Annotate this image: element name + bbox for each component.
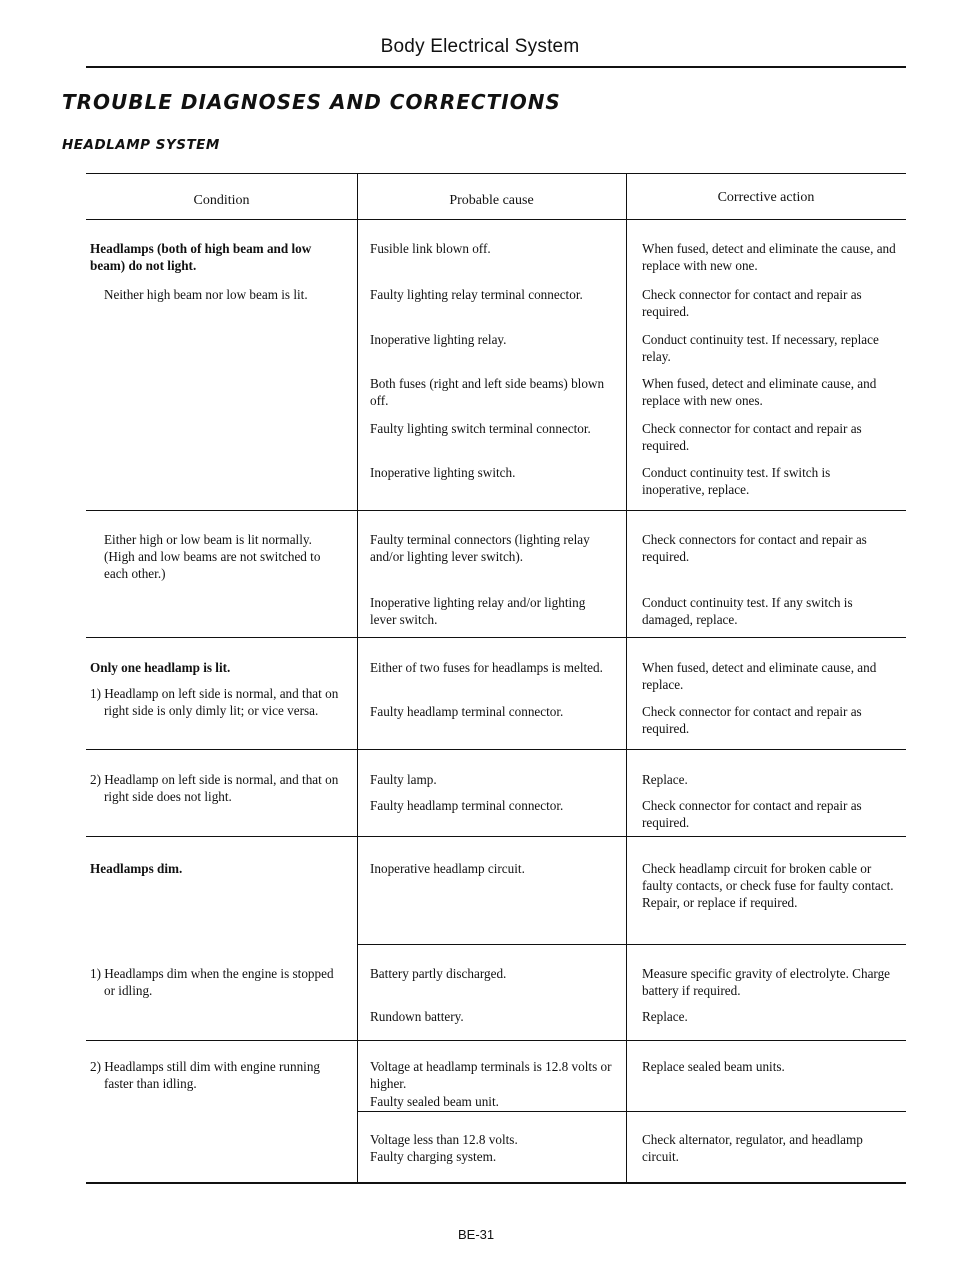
cause-text: Faulty sealed beam unit. [370,1094,499,1109]
action-text: When fused, detect and eliminate cause, and replace with new ones. [642,376,877,408]
cause-text: Faulty terminal connectors (lighting relay and/or lighting lever switch). [370,532,590,564]
condition-text: 1) Headlamp on left side is normal, and that on right side is only dimly lit; or vice versa. [90,686,339,718]
column-divider [626,174,627,1182]
row-rule [86,749,906,750]
action-text: Conduct continuity test. If switch is inoperative, replace. [642,465,831,497]
action-text: Check connectors for contact and repair as required. [642,532,867,564]
row-rule [357,1111,906,1112]
cause-text: Faulty lighting relay terminal connector. [370,287,583,302]
cause-text: Faulty lamp. [370,772,437,787]
cause-text: Both fuses (right and left side beams) blown off. [370,376,605,408]
condition-text: 1) Headlamps dim when the engine is stopped or idling. [90,966,334,998]
action-text: Replace. [642,1009,688,1024]
cause-text: Faulty headlamp terminal connector. [370,704,564,719]
action-text: Check headlamp circuit for broken cable or faulty contacts, or check fuse for faulty contact. Repair, or replace if required. [642,861,894,910]
table-top-rule [86,173,906,174]
action-text: When fused, detect and eliminate the cause, and replace with new one. [642,241,896,273]
cause-text: Inoperative lighting relay and/or lighting lever switch. [370,595,586,627]
column-divider [357,174,358,1182]
cause-text: Faulty headlamp terminal connector. [370,798,564,813]
header-rule [86,66,906,68]
page-number: BE-31 [458,1227,495,1242]
condition-text: Either high or low beam is lit normally. (High and low beams are not switched to each other.) [104,532,321,581]
row-rule [86,836,906,837]
cause-text: Inoperative lighting switch. [370,465,516,480]
row-rule [86,637,906,638]
cause-text: Inoperative headlamp circuit. [370,861,525,876]
subsection-title: HEADLAMP SYSTEM [62,137,220,153]
condition-heading: Only one headlamp is lit. [90,660,231,675]
cause-text: Fusible link blown off. [370,241,491,256]
action-text: Measure specific gravity of electrolyte. Charge battery if required. [642,966,891,998]
row-rule [357,944,906,945]
action-text: Conduct continuity test. If any switch is damaged, replace. [642,595,853,627]
condition-heading: Headlamps (both of high beam and low beam) do not light. [90,241,312,273]
cause-text: Battery partly discharged. [370,966,507,981]
cause-text: Faulty lighting switch terminal connector. [370,421,591,436]
column-header: Condition [193,193,250,208]
action-text: Check alternator, regulator, and headlamp circuit. [642,1132,863,1164]
table-bottom-rule [86,1182,906,1184]
cause-text: Either of two fuses for headlamps is melted. [370,660,603,675]
action-text: Replace sealed beam units. [642,1059,785,1074]
action-text: Check connector for contact and repair as required. [642,421,862,453]
cause-text: Rundown battery. [370,1009,464,1024]
action-text: Check connector for contact and repair as required. [642,798,862,830]
cause-text: Inoperative lighting relay. [370,332,507,347]
condition-heading: Headlamps dim. [90,861,183,876]
condition-text: Neither high beam nor low beam is lit. [104,287,308,302]
action-text: When fused, detect and eliminate cause, and replace. [642,660,877,692]
running-head: Body Electrical System [380,36,580,57]
row-rule [86,1040,906,1041]
cause-text: Faulty charging system. [370,1149,497,1164]
condition-text: 2) Headlamp on left side is normal, and that on right side does not light. [90,772,339,804]
action-text: Check connector for contact and repair as required. [642,287,862,319]
section-title: TROUBLE DIAGNOSES AND CORRECTIONS [62,90,561,114]
action-text: Check connector for contact and repair as required. [642,704,862,736]
action-text: Conduct continuity test. If necessary, replace relay. [642,332,879,364]
header-bottom-rule [86,219,906,220]
condition-text: 2) Headlamps still dim with engine running faster than idling. [90,1059,321,1091]
action-text: Replace. [642,772,688,787]
cause-text: Voltage at headlamp terminals is 12.8 volts or higher. [370,1059,612,1091]
row-rule [86,510,906,511]
column-header: Probable cause [449,193,534,208]
cause-text: Voltage less than 12.8 volts. [370,1132,518,1147]
column-header: Corrective action [717,190,815,205]
